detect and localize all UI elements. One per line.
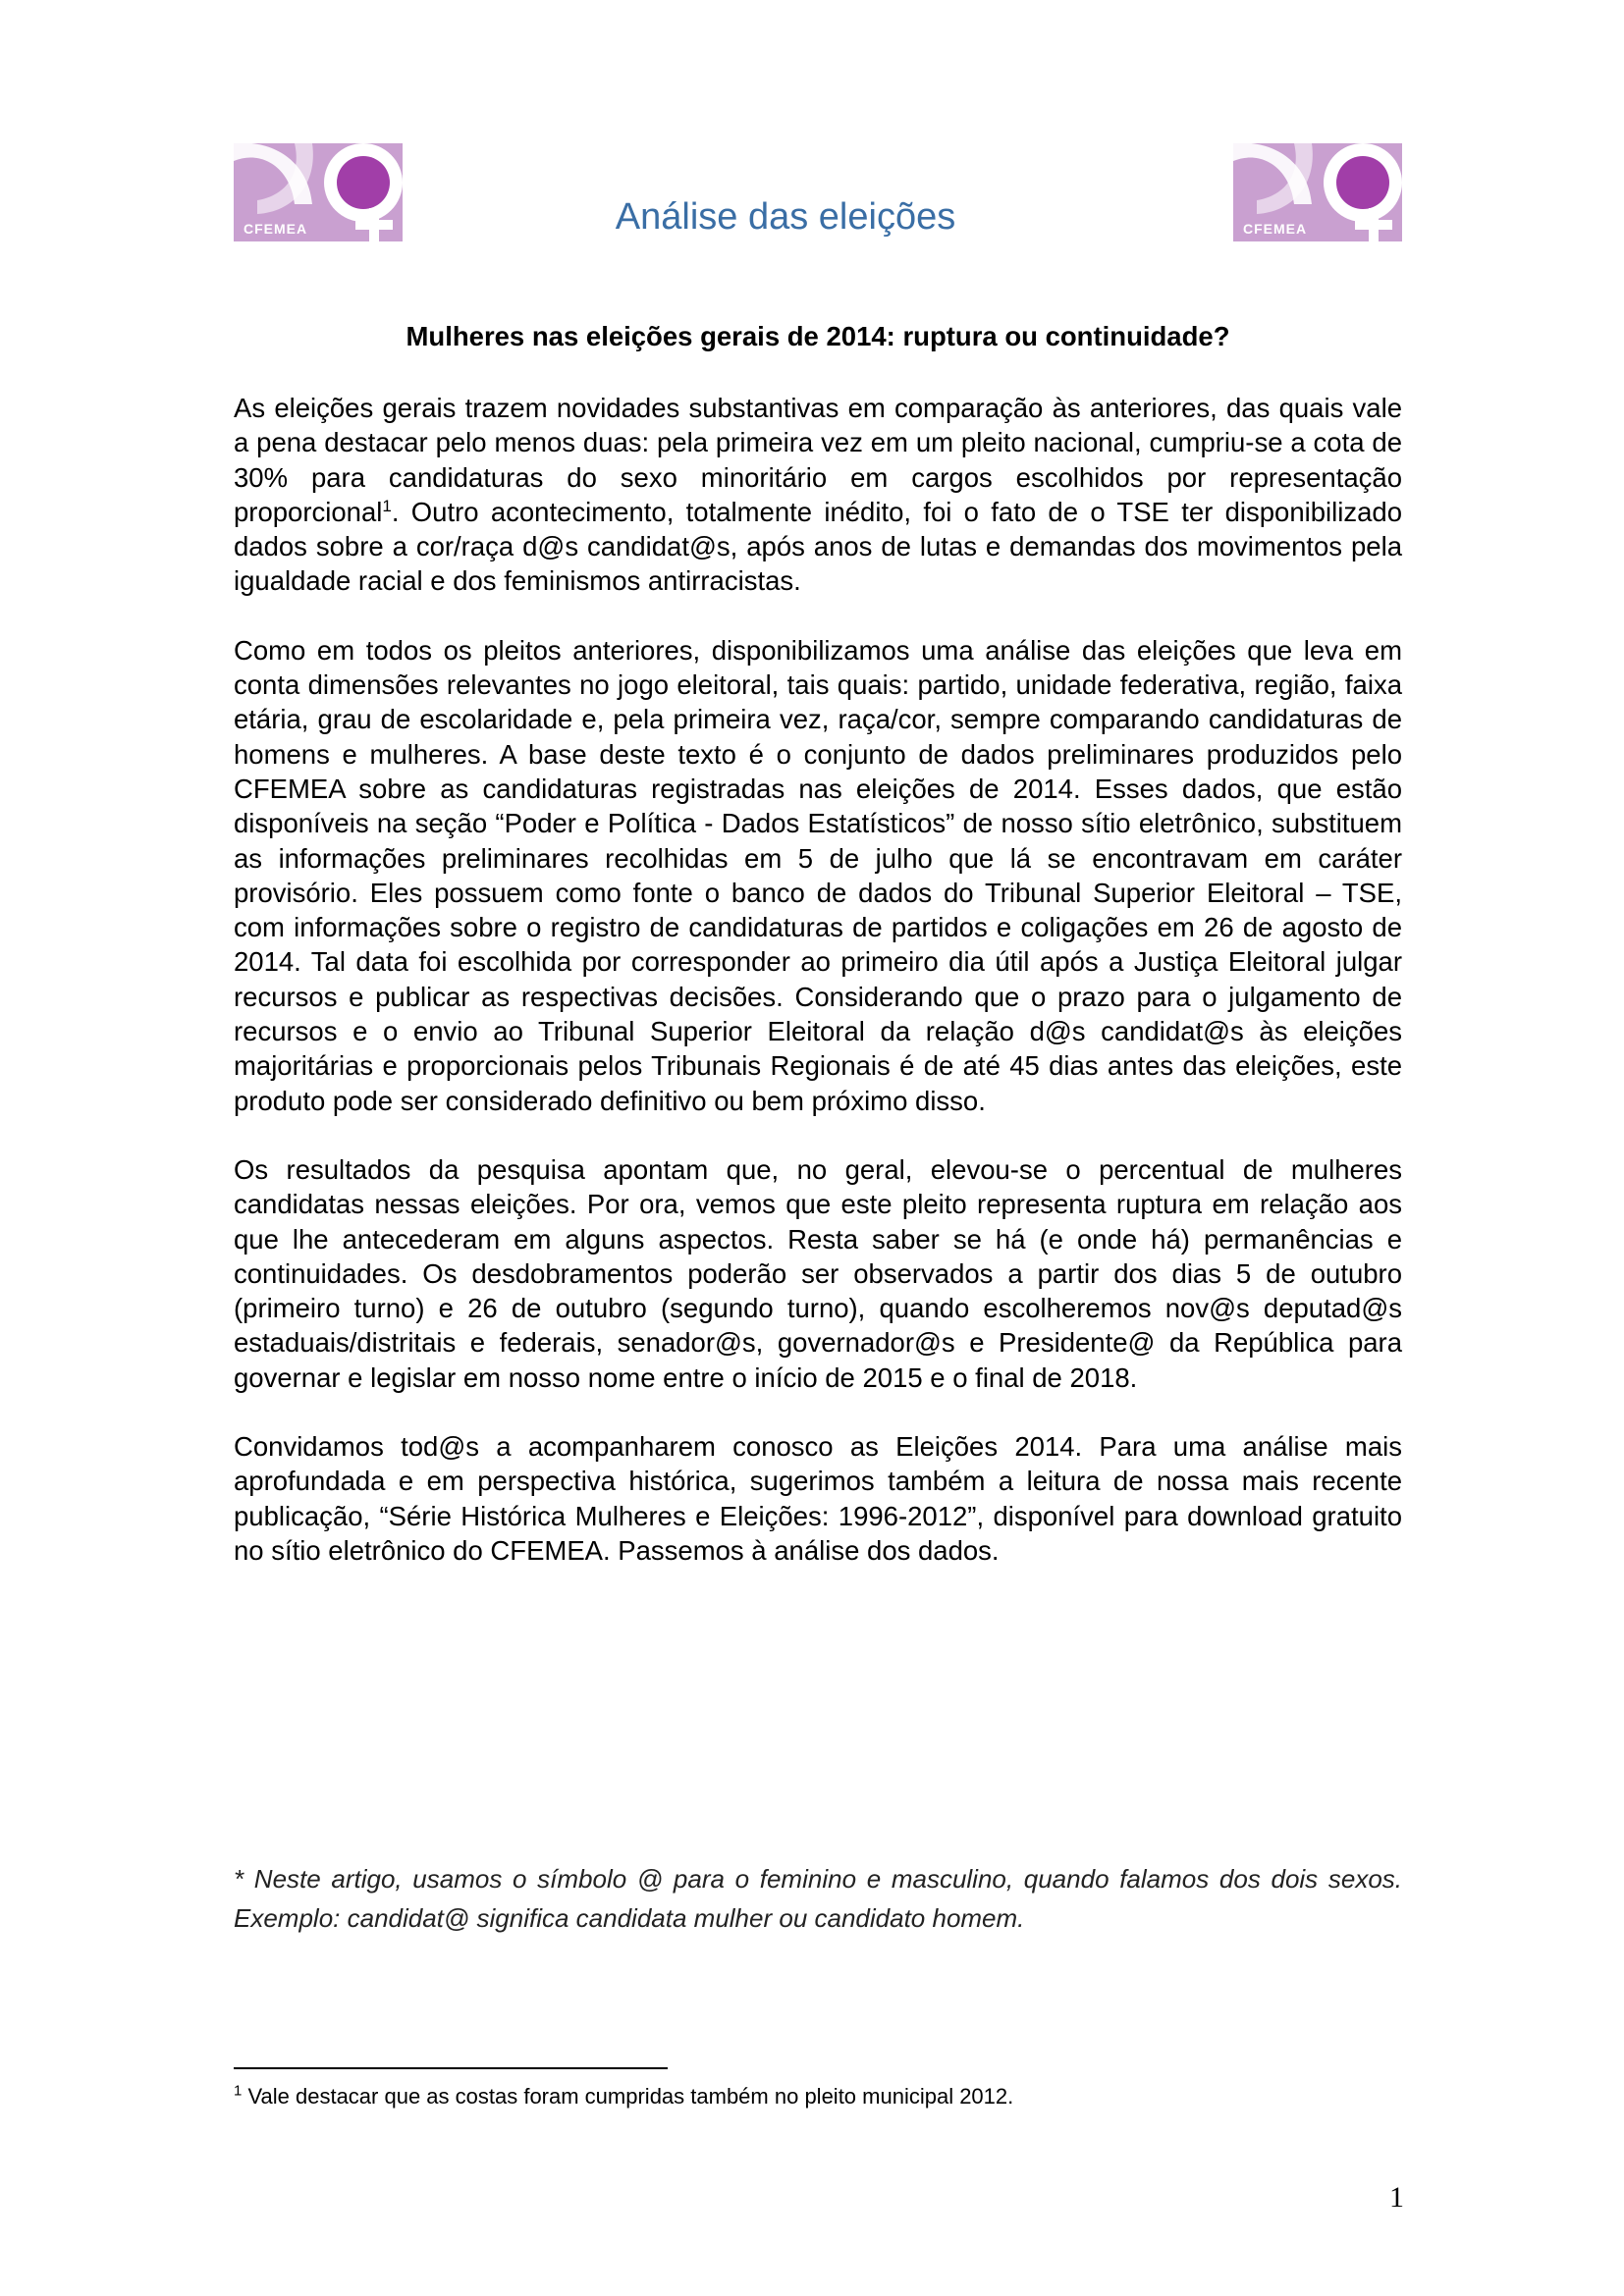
- page-header-title: Análise das eleições: [615, 196, 956, 238]
- footnote-reference[interactable]: 1: [382, 496, 392, 515]
- paragraph-1-continuation: . Outro acontecimento, totalmente inédito, foi o fato de o TSE ter disponibilizado dados sobre a cor/raça d@s candidat@s, após anos de lutas e demandas dos movimentos pela igualdade racial e dos feminismos antirracistas.: [234, 496, 1402, 597]
- footnote-separator: [234, 2067, 668, 2069]
- footnote-marker: 1: [234, 2082, 243, 2100]
- cfemea-logo-right: [1233, 143, 1402, 241]
- usage-note: * Neste artigo, usamos o símbolo @ para o feminino e masculino, quando falamos dos dois sexos. Exemplo: candidat@ significa candidata mulher ou candidato homem.: [234, 1864, 1402, 1933]
- svg-text:CFEMEA: CFEMEA: [1243, 221, 1308, 237]
- footnote: [234, 2083, 1402, 2110]
- paragraph-2: Como em todos os pleitos anteriores, disponibilizamos uma análise das eleições que leva em conta dimensões relevantes no jogo eleitoral, tais quais: partido, unidade federativa, região, faixa etária, grau de escolaridade e, pela primeira vez, raça/cor, sempre comparando candidaturas de homens e mulheres. A base deste texto é o conjunto de dados preliminares produzidos pelo CFEMEA sobre as candidaturas registradas nas eleições de 2014. Esses dados, que estão disponíveis na seção “Poder e Política - Dados Estatísticos” de nosso sítio eletrônico, substituem as informações preliminares recolhidas em 5 de julho que lá se encontravam em caráter provisório. Eles possuem como fonte o banco de dados do Tribunal Superior Eleitoral – TSE, com informações sobre o registro de candidaturas de partidos e coligações em 26 de agosto de 2014. Tal data foi escolhida por corresponder ao primeiro dia útil após a Justiça Eleitoral julgar recursos e publicar as respectivas decisões. Considerando que o prazo para o julgamento de recursos e o envio ao Tribunal Superior Eleitoral da relação d@s candidat@s às eleições majoritárias e proporcionais pelos Tribunais Regionais é de até 45 dias antes das eleições, este produto pode ser considerado definitivo ou bem próximo disso.: [234, 634, 1402, 1116]
- paragraph-4: Convidamos tod@s a acompanharem conosco as Eleições 2014. Para uma análise mais aprofundada e em perspectiva histórica, sugerimos também a leitura de nossa mais recente publicação, “Série Histórica Mulheres e Eleições: 1996-2012”, disponível para download gratuito no sítio eletrônico do CFEMEA. Passemos à análise dos dados.: [234, 1431, 1402, 1566]
- svg-text:CFEMEA: CFEMEA: [244, 221, 308, 237]
- page-number: 1: [1389, 2181, 1404, 2214]
- footnote-text: Vale destacar que as costas foram cumpridas também no pleito municipal 2012.: [247, 2084, 1014, 2109]
- paragraph-3: Os resultados da pesquisa apontam que, no geral, elevou-se o percentual de mulheres candidatas nessas eleições. Por ora, vemos que este pleito representa ruptura em relação aos que lhe antecederam em alguns aspectos. Resta saber se há (e onde há) permanências e continuidades. Os desdobramentos poderão ser observados a partir dos dias 5 de outubro (primeiro turno) e 26 de outubro (segundo turno), quando escolheremos nov@s deputad@s estaduais/distritais e federais, senador@s, governador@s e Presidente@ da República para governar e legislar em nosso nome entre o início de 2015 e o final de 2018.: [234, 1153, 1402, 1393]
- paragraph-1-text: As eleições gerais trazem novidades substantivas em comparação às anteriores, das quais vale a pena destacar pelo menos duas: pela primeira vez em um pleito nacional, cumpriu-se a cota de 30% para candidaturas do sexo minoritário em cargos escolhidos por representação proporcional: [234, 393, 1402, 527]
- article-body: [234, 391, 1402, 1602]
- paragraph-1: [234, 391, 1402, 599]
- article-title: Mulheres nas eleições gerais de 2014: ruptura ou continuidade?: [406, 321, 1230, 351]
